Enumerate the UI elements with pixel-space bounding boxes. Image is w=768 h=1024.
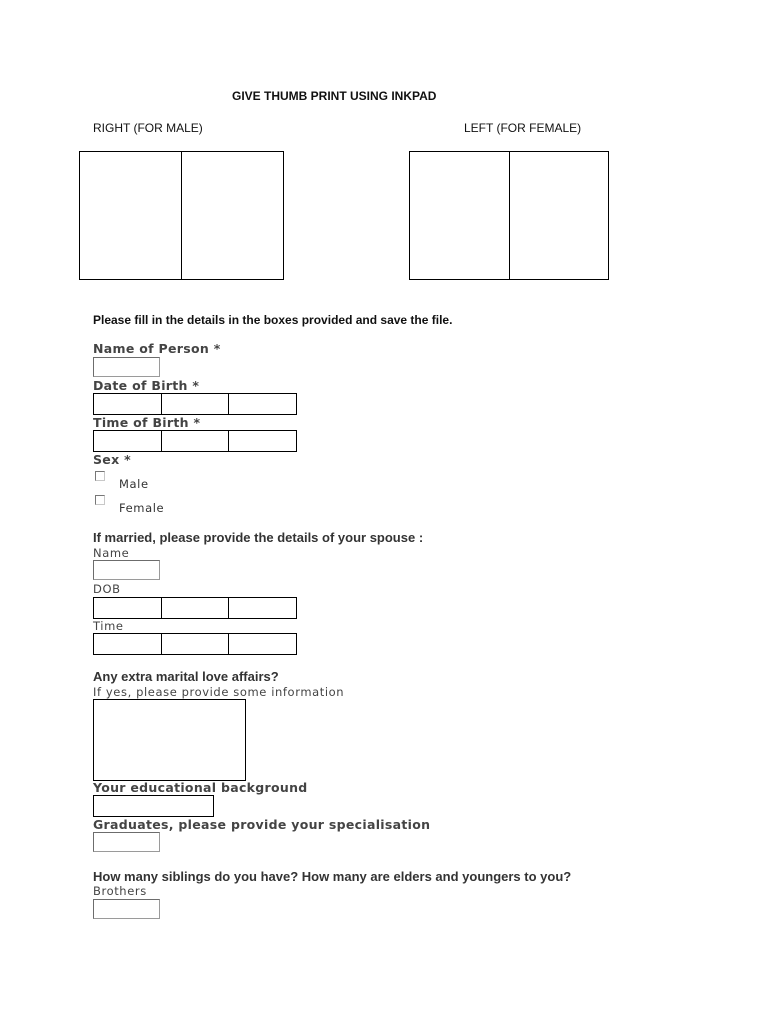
specialisation-input[interactable]	[93, 832, 160, 852]
spouse-time-hour-input[interactable]	[94, 634, 161, 654]
spouse-name-label: Name	[93, 546, 130, 560]
spouse-dob-input-group	[93, 597, 297, 619]
siblings-heading: How many siblings do you have? How many are elders and youngers to you?	[93, 869, 572, 884]
name-input[interactable]	[93, 357, 160, 377]
spouse-dob-label: DOB	[93, 582, 121, 596]
spouse-time-minute-input[interactable]	[161, 634, 229, 654]
tob-input-group	[93, 430, 297, 452]
dob-month-input[interactable]	[161, 394, 229, 414]
education-label: Your educational background	[93, 780, 308, 795]
tob-minute-input[interactable]	[161, 431, 229, 451]
female-option-label: Female	[119, 501, 165, 515]
left-thumb-label: LEFT (FOR FEMALE)	[464, 121, 582, 135]
dob-input-group	[93, 393, 297, 415]
education-input[interactable]	[93, 795, 214, 817]
right-thumb-box	[79, 151, 284, 280]
name-label: Name of Person *	[93, 341, 221, 356]
spouse-time-input-group	[93, 633, 297, 655]
left-thumb-cell-2	[509, 152, 609, 279]
right-thumb-label: RIGHT (FOR MALE)	[93, 121, 203, 135]
left-thumb-box	[409, 151, 609, 280]
brothers-input[interactable]	[93, 899, 160, 919]
spouse-heading: If married, please provide the details of your spouse :	[93, 530, 424, 545]
male-option-label: Male	[119, 477, 149, 491]
tob-label: Time of Birth *	[93, 415, 201, 430]
spouse-dob-year-input[interactable]	[228, 598, 296, 618]
brothers-label: Brothers	[93, 884, 147, 898]
affairs-heading: Any extra marital love affairs?	[93, 669, 279, 684]
male-checkbox[interactable]	[95, 471, 105, 481]
dob-year-input[interactable]	[228, 394, 296, 414]
tob-period-input[interactable]	[228, 431, 296, 451]
affairs-textarea[interactable]	[93, 699, 246, 781]
spouse-time-label: Time	[93, 619, 124, 633]
spouse-dob-month-input[interactable]	[161, 598, 229, 618]
left-thumb-cell-1	[410, 152, 509, 279]
right-thumb-cell-1	[80, 152, 181, 279]
dob-day-input[interactable]	[94, 394, 161, 414]
spouse-name-input[interactable]	[93, 560, 160, 580]
right-thumb-cell-2	[181, 152, 283, 279]
spouse-time-period-input[interactable]	[228, 634, 296, 654]
tob-hour-input[interactable]	[94, 431, 161, 451]
thumb-print-title: GIVE THUMB PRINT USING INKPAD	[232, 89, 437, 103]
instruction-text: Please fill in the details in the boxes provided and save the file.	[93, 313, 453, 327]
dob-label: Date of Birth *	[93, 378, 200, 393]
specialisation-label: Graduates, please provide your specialisation	[93, 817, 431, 832]
affairs-subtext: If yes, please provide some information	[93, 685, 345, 699]
female-checkbox[interactable]	[95, 495, 105, 505]
sex-label: Sex *	[93, 452, 131, 467]
spouse-dob-day-input[interactable]	[94, 598, 161, 618]
